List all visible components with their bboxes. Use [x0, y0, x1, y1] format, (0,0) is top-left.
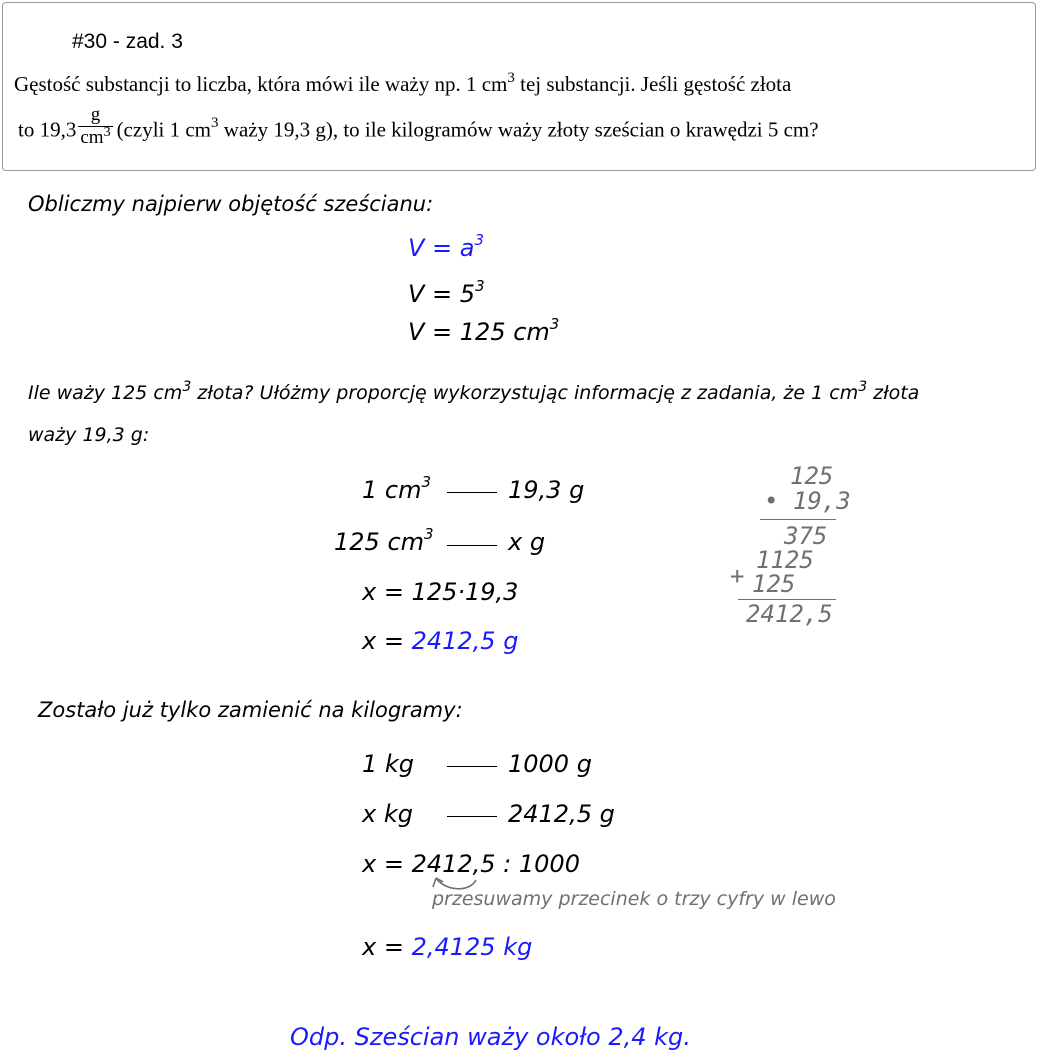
- proportion-dash: [447, 766, 497, 767]
- calculation-result: x = 2412,5 g: [362, 627, 519, 655]
- mult-partial-2: 1125: [756, 546, 814, 574]
- calculation-step: x = 125·19,3: [362, 578, 519, 606]
- division-step: x = 2412,5 : 1000: [362, 850, 580, 878]
- conversion-row-1-right: 1000 g: [508, 750, 592, 778]
- conversion-row-1-left: 1 kg: [362, 750, 415, 778]
- superscript: 3: [507, 70, 515, 86]
- mult-factor-1: 125: [790, 462, 834, 490]
- task-text-line-1: [14, 72, 791, 97]
- hint-text: przesuwamy przecinek o trzy cyfry w lewo: [432, 888, 836, 910]
- proportion-row-2-right: x g: [508, 528, 546, 556]
- mult-partial-1: 375: [784, 522, 828, 550]
- proportion-row-2-left: 125 $cm^3$: [334, 525, 434, 556]
- proportion-dash: [447, 492, 497, 493]
- volume-intro: Obliczmy najpierw objętość sześcianu:: [28, 192, 434, 216]
- density-fraction: [78, 104, 112, 151]
- volume-formula: $V = a^3$: [408, 231, 485, 262]
- conversion-intro: Zostało już tylko zamienić na kilogramy:: [38, 698, 463, 722]
- proportion-dash: [447, 816, 497, 817]
- mult-line: [760, 519, 836, 520]
- fraction-numerator: g: [90, 104, 101, 125]
- mult-factor-2: • 19,3: [764, 487, 851, 515]
- task-text: tej substancji. Jeśli gęstość złota: [520, 72, 792, 96]
- task-text: waży 19,3 g), to ile kilogramów waży złoty sześcian o krawędzi 5 cm?: [223, 117, 819, 142]
- fraction-denominator: $cm^3$: [78, 126, 112, 151]
- task-text: Gęstość substancji to liczba, która mówi ile waży np. 1 cm: [14, 72, 508, 96]
- proportion-dash: [447, 545, 497, 546]
- proportion-intro: Ile waży 125 $cm^3$ złota? Ułóżmy proporcję wykorzystując informację z zadania, że 1 $cm^3$ złota: [28, 379, 920, 404]
- volume-substitution: $V = 5^3$: [408, 277, 485, 308]
- superscript: 3: [211, 115, 219, 132]
- mult-plus-sign: +: [730, 562, 745, 590]
- task-id: #30 - zad. 3: [72, 30, 183, 53]
- proportion-intro-line-2: waży 19,3 g:: [28, 424, 150, 446]
- proportion-row-1-right: 19,3 g: [508, 476, 585, 504]
- answer-text: Odp. Sześcian waży około 2,4 kg.: [290, 1023, 691, 1051]
- conversion-row-2-left: x kg: [362, 800, 413, 828]
- volume-result: V = 125 $cm^3$: [408, 315, 560, 346]
- final-result: x = 2,4125 kg: [362, 933, 533, 961]
- task-text: (czyli 1 cm: [116, 117, 212, 142]
- conversion-row-2-right: 2412,5 g: [508, 800, 615, 828]
- mult-partial-3: 125: [752, 570, 796, 598]
- task-text: to 19,3: [18, 117, 77, 142]
- mult-result: 2412,5: [746, 600, 833, 628]
- task-text-line-2: [18, 104, 819, 155]
- proportion-row-1-left: 1 $cm^3$: [362, 473, 432, 504]
